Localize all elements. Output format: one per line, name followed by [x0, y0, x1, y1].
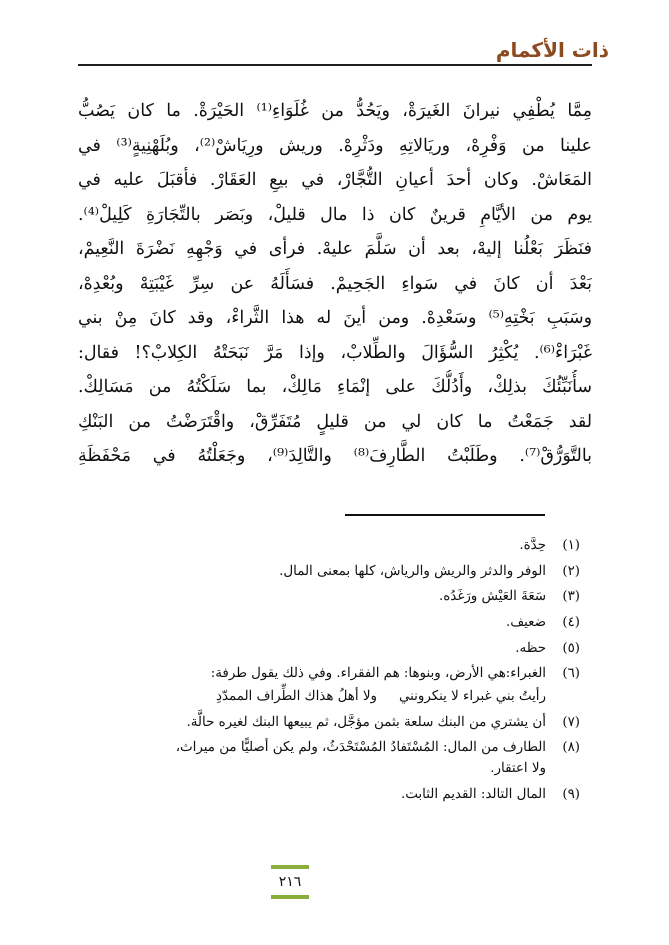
footnote-number: (٨): [562, 740, 580, 756]
text-line: غَبْرَاءْ⁽⁶⁾. يُكْثِرُ السُّؤَالَ والطِّلابْ، وإذا مَرَّ نَبَحَتْهُ الكِلابْ؟! فقال:: [78, 342, 592, 363]
footnote-number: (٥): [562, 640, 580, 656]
footnote-text: ضعيف.: [506, 615, 546, 631]
main-text: [78, 94, 592, 474]
text-line: لقد جَمَعْتُ ما كان لي من قليلٍ مُتَفَرِّقْ، واقْتَرَضْتُ من البَنْكِ: [78, 411, 592, 432]
footnote-body: [60, 738, 546, 779]
footnote-text: المال التالد: القديم الثابت.: [401, 786, 546, 802]
footnote-number: (١): [562, 538, 580, 553]
footnote-item: [60, 785, 580, 806]
footnote-number: (٦): [562, 666, 580, 682]
text-line: المَعَاشْ. وكان أحدَ أعيانِ التُّجَّارْ، في بيعِ العَقَارْ. فأقبَلَ عليه في: [78, 170, 592, 190]
footnotes: [60, 536, 580, 810]
text-line: فنَظَرَ بَعْلُنا إليهْ، بعد أن سَلَّمَ عليهْ. فرأى في وَجْهِهِ نَضْرَةَ النَّعِيمْ،: [78, 239, 592, 259]
footnote-text: حظه.: [515, 640, 546, 656]
text-line: وسَبَبِ بَخْتِهِ⁽⁵⁾ وسَعْدِهْ. ومن أينَ له هذا الثَّراءْ، وقد كانَ مِنْ بني: [78, 308, 592, 328]
footnote-separator: [345, 514, 545, 516]
page-number-bar-bottom: [271, 895, 309, 899]
verse-second-hemistich: ولا أهلُ هذاك الطِّراف الممدّدِ: [215, 688, 377, 704]
page-number: ٢١٦: [278, 874, 302, 890]
footnote-text: سَعَةَ العَيْش ورَغَدُه.: [439, 589, 546, 605]
footnote-text: أن يشتري من البنك سلعة بثمن مؤجَّل، ثم يبيعها البنك لغيره حالَّة.: [186, 714, 546, 730]
header-rule: [78, 64, 592, 66]
footnote-item: [60, 562, 580, 583]
footnote-text: حِدَّة.: [519, 538, 546, 553]
footnote-item: [60, 713, 580, 734]
footnote-continuation: ولا اعتقار.: [490, 760, 546, 776]
text-line: يوم من الأيَّامِ قرينٌ كان ذا مال قليلْ، وبَصَر بالتِّجَارَةِ كَلِيلْ⁽⁴⁾.: [78, 204, 592, 225]
text-line: مِمَّا يُطْفِي نيرانَ الغَيرَةْ، ويَحُدُّ من غُلَوَاءِ⁽¹⁾ الحَيْرَةْ. ما كان يَصُبُّ: [78, 101, 592, 121]
footnote-number: (٤): [562, 615, 580, 631]
text-line: بَعْدَ أن كانَ في سَواءِ الجَحِيمْ. فسَأَلَهُ عن سِرِّ غَيْبَتِهْ وبُعْدِهْ،: [78, 273, 592, 294]
footnote-number: (٢): [562, 563, 580, 579]
footnote-item: [60, 639, 580, 660]
footnote-item: [60, 613, 580, 634]
footnote-text: الطارف من المال: المُسْتَفادُ المُسْتَحْدَثُ، ولم يكن أصليًّا من ميراث،: [175, 740, 546, 756]
footnote-text: الوفر والدثر والريش والرياش، كلها بمعنى المال.: [279, 563, 546, 579]
text-line: سأُنَبِّئُكَ بذلِكْ، وأَدُلُّكَ على إنْمَاءِ مَالِكْ، بما سَلَكْتُهُ من مَسَالِكْ.: [78, 377, 592, 397]
footnote-item: [60, 587, 580, 608]
footnote-body: [60, 664, 546, 707]
footnote-item: [60, 664, 580, 707]
verse-first-hemistich: رأيتُ بني غبراء لا ينكرونني: [398, 688, 546, 704]
footnote-number: (٩): [562, 786, 580, 802]
footnote-number: (٧): [562, 714, 580, 730]
text-line: علينا من وَفْرِهْ، وريَالاتِهِ ودَثْرِهْ. وريش ورِيَاشْ⁽²⁾، وبُلَهْنِيةٍ⁽³⁾ في: [78, 135, 592, 156]
footnote-text: الغبراء:هي الأرض، وبنوها: هم الفقراء. وفي ذلك يقول طرفة:: [210, 666, 546, 682]
poetry-verse: [60, 687, 546, 708]
footnote-number: (٣): [562, 589, 580, 605]
text-line: بالتَّوَرُّقْ⁽⁷⁾. وطَلَبْتُ الطَّارِفَ⁽⁸⁾ والتَّالِدَ⁽⁹⁾، وجَعَلْتُهُ في مَحْفَظَةِ: [78, 446, 592, 466]
footnote-item: [60, 536, 580, 557]
footnote-item: [60, 738, 580, 779]
running-header-title: ذات الأكمام: [495, 38, 609, 62]
page-number-box: [271, 865, 309, 899]
